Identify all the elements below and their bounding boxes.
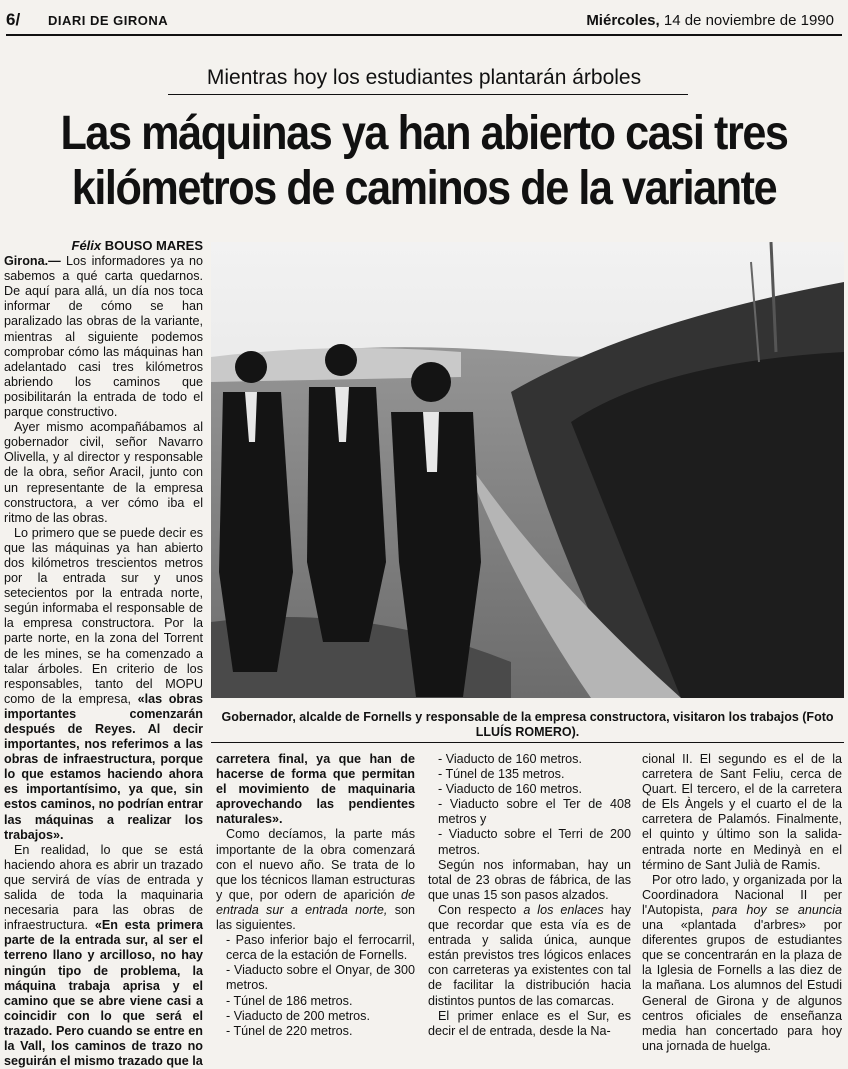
- page-number: 6/: [6, 10, 21, 29]
- article-column-1: [4, 238, 203, 1069]
- list-item: - Viaducto de 160 metros.: [438, 752, 582, 766]
- list-item: - Túnel de 135 metros.: [438, 767, 565, 782]
- dateline: Girona.—: [4, 254, 61, 269]
- masthead: [6, 6, 842, 36]
- list-item: - Viaducto de 200 metros.: [226, 1008, 370, 1023]
- paragraph: Según nos informaban, hay un total de 23 obras de fábrica, de las que unas 15 son pasos alzados.: [428, 857, 631, 902]
- article-column-3: [428, 752, 631, 1039]
- paragraph: El primer enlace es el Sur, es decir el de entrada, desde la Na-: [428, 1008, 631, 1038]
- caption-rule: [211, 742, 844, 743]
- paragraph: Ayer mismo acompañábamos al gobernador civil, señor Navarro Olivella, y al director y responsable de la obra, señor Aracil, junto con un representante de la empresa constructora, a ver cómo iba el ritmo de las obras.: [4, 420, 203, 525]
- paragraph: Girona.— Los informadores ya no sabemos a qué carta quedarnos. De aquí para allá, un día nos toca informar de cómo se han paralizado las obras de la variante, mientras al siguiente podemos comprobar cómo las máquinas han adelantado casi tres kilómetros abriendo los caminos que posibilitarán la entrada de todo el parque constructivo.: [4, 254, 204, 420]
- paragraph: cional II. El segundo es el de la carretera de Sant Feliu, cerca de Quart. El tercero, el de la carretera de Els Àngels y el cuarto el de la carretera de Palamós. Finalmente, el quinto y último son la salida-entrada norte en Medinyà en el término de Sant Julià de Ramis.: [642, 752, 842, 872]
- list-item: - Túnel de 186 metros.: [226, 993, 353, 1008]
- paragraph: Como decíamos, la parte más importante de la obra comenzará con el nuevo año. Se trata de lo que los técnicos llaman estructuras y que, por odern de aparición de entrada sur a entrada norte, son las siguientes.: [216, 827, 415, 933]
- newspaper-name: DIARI DE GIRONA: [48, 13, 169, 28]
- news-photo: [211, 242, 844, 698]
- list-item: - Viaducto sobre el Terri de 200 metros.: [438, 827, 631, 857]
- article-kicker: Mientras hoy los estudiantes plantarán árboles: [206, 66, 642, 89]
- structures-list: [216, 933, 415, 1039]
- paragraph: Lo primero que se puede decir es que las máquinas ya han abierto dos kilómetros trescientos metros por la entrada sur y unos setecientos por la entrada norte, según informaba el responsable de la empresa constructora. Por la parte norte, en la zona del Torrent de les mines, se ha comenzado a talar árboles. En criterio de los responsables, tanto del MOPU como de la empresa, «las obras importantes comenzarán después de Reyes. Al decir importantes, nos referimos a las obras de infraestructura, porque lo que estamos haciendo ahora es importantísimo, ya que, sin estos caminos, no podrían entrar las máquinas a realizar los trabajos».: [4, 525, 203, 842]
- article-column-4: [642, 752, 842, 1054]
- list-item: - Paso inferior bajo el ferrocarril, cerca de la estación de Fornells.: [226, 933, 415, 963]
- list-item: - Viaducto de 160 metros.: [438, 782, 582, 797]
- date-text: 14 de noviembre de 1990: [663, 12, 834, 29]
- list-item: - Viaducto sobre el Onyar, de 300 metros.: [226, 963, 415, 993]
- headline-line-1: Las máquinas ya han abierto casi tres: [60, 107, 788, 160]
- photo-credit: (Foto LLUÍS ROMERO).: [475, 710, 834, 739]
- byline: Félix BOUSO MARES: [71, 238, 203, 253]
- paragraph: carretera final, ya que han de hacerse de forma que permitan el movimiento de maquinaria aprovechando las pendientes naturales».: [216, 752, 415, 827]
- photo-illustration: [211, 242, 844, 698]
- list-item: - Túnel de 220 metros.: [226, 1023, 353, 1038]
- structures-list-continued: [428, 752, 631, 858]
- article-headline: [42, 106, 805, 216]
- photo-caption: Gobernador, alcalde de Fornells y responsable de la empresa constructora, visitaron los trabajos (Foto LLUÍS ROMERO).: [221, 710, 834, 739]
- list-item: - Viaducto sobre el Ter de 408 metros y: [438, 797, 631, 827]
- headline-line-2: kilómetros de caminos de la variante: [71, 162, 777, 215]
- paragraph: Por otro lado, y organizada por la Coordinadora Nacional II per l'Autopista, para hoy se anuncia una «plantada d'arbres» por diferentes grupos de estudiantes que se concentrarán en la plaza de la Iglesia de Fornells a las diez de la mañana. Los alumnos del Estudi General de Girona y de algunos centros oficiales de enseñanza media han concertado para hoy una jornada de huelga.: [642, 872, 842, 1053]
- paragraph: En realidad, lo que se está haciendo ahora es abrir un trazado que servirá de vías de entrada y salida de toda la maquinaria necesaria para las obras de infraestructura. «En esta primera parte de la entrada sur, al ser el terreno llano y arcilloso, no hay ningún tipo de problema, la máquina trabaja aprisa y el camino que se abre viene casi a coincidir con lo que será el trazado. Pero cuando se entre en la Vall, los caminos de trazo no seguirán el mismo trazado que la: [4, 842, 203, 1069]
- issue-date: [586, 12, 834, 29]
- weekday: Miércoles,: [586, 12, 660, 29]
- article-column-2: [216, 752, 415, 1039]
- kicker-rule: [168, 94, 688, 95]
- paragraph: Con respecto a los enlaces hay que recordar que esta vía es de entrada y salida única, aunque están previstos tres lógicos enlaces con carreteras ya existentes con tal de facilitar la distribución hacia distintos puntos de las comarcas.: [428, 902, 631, 1008]
